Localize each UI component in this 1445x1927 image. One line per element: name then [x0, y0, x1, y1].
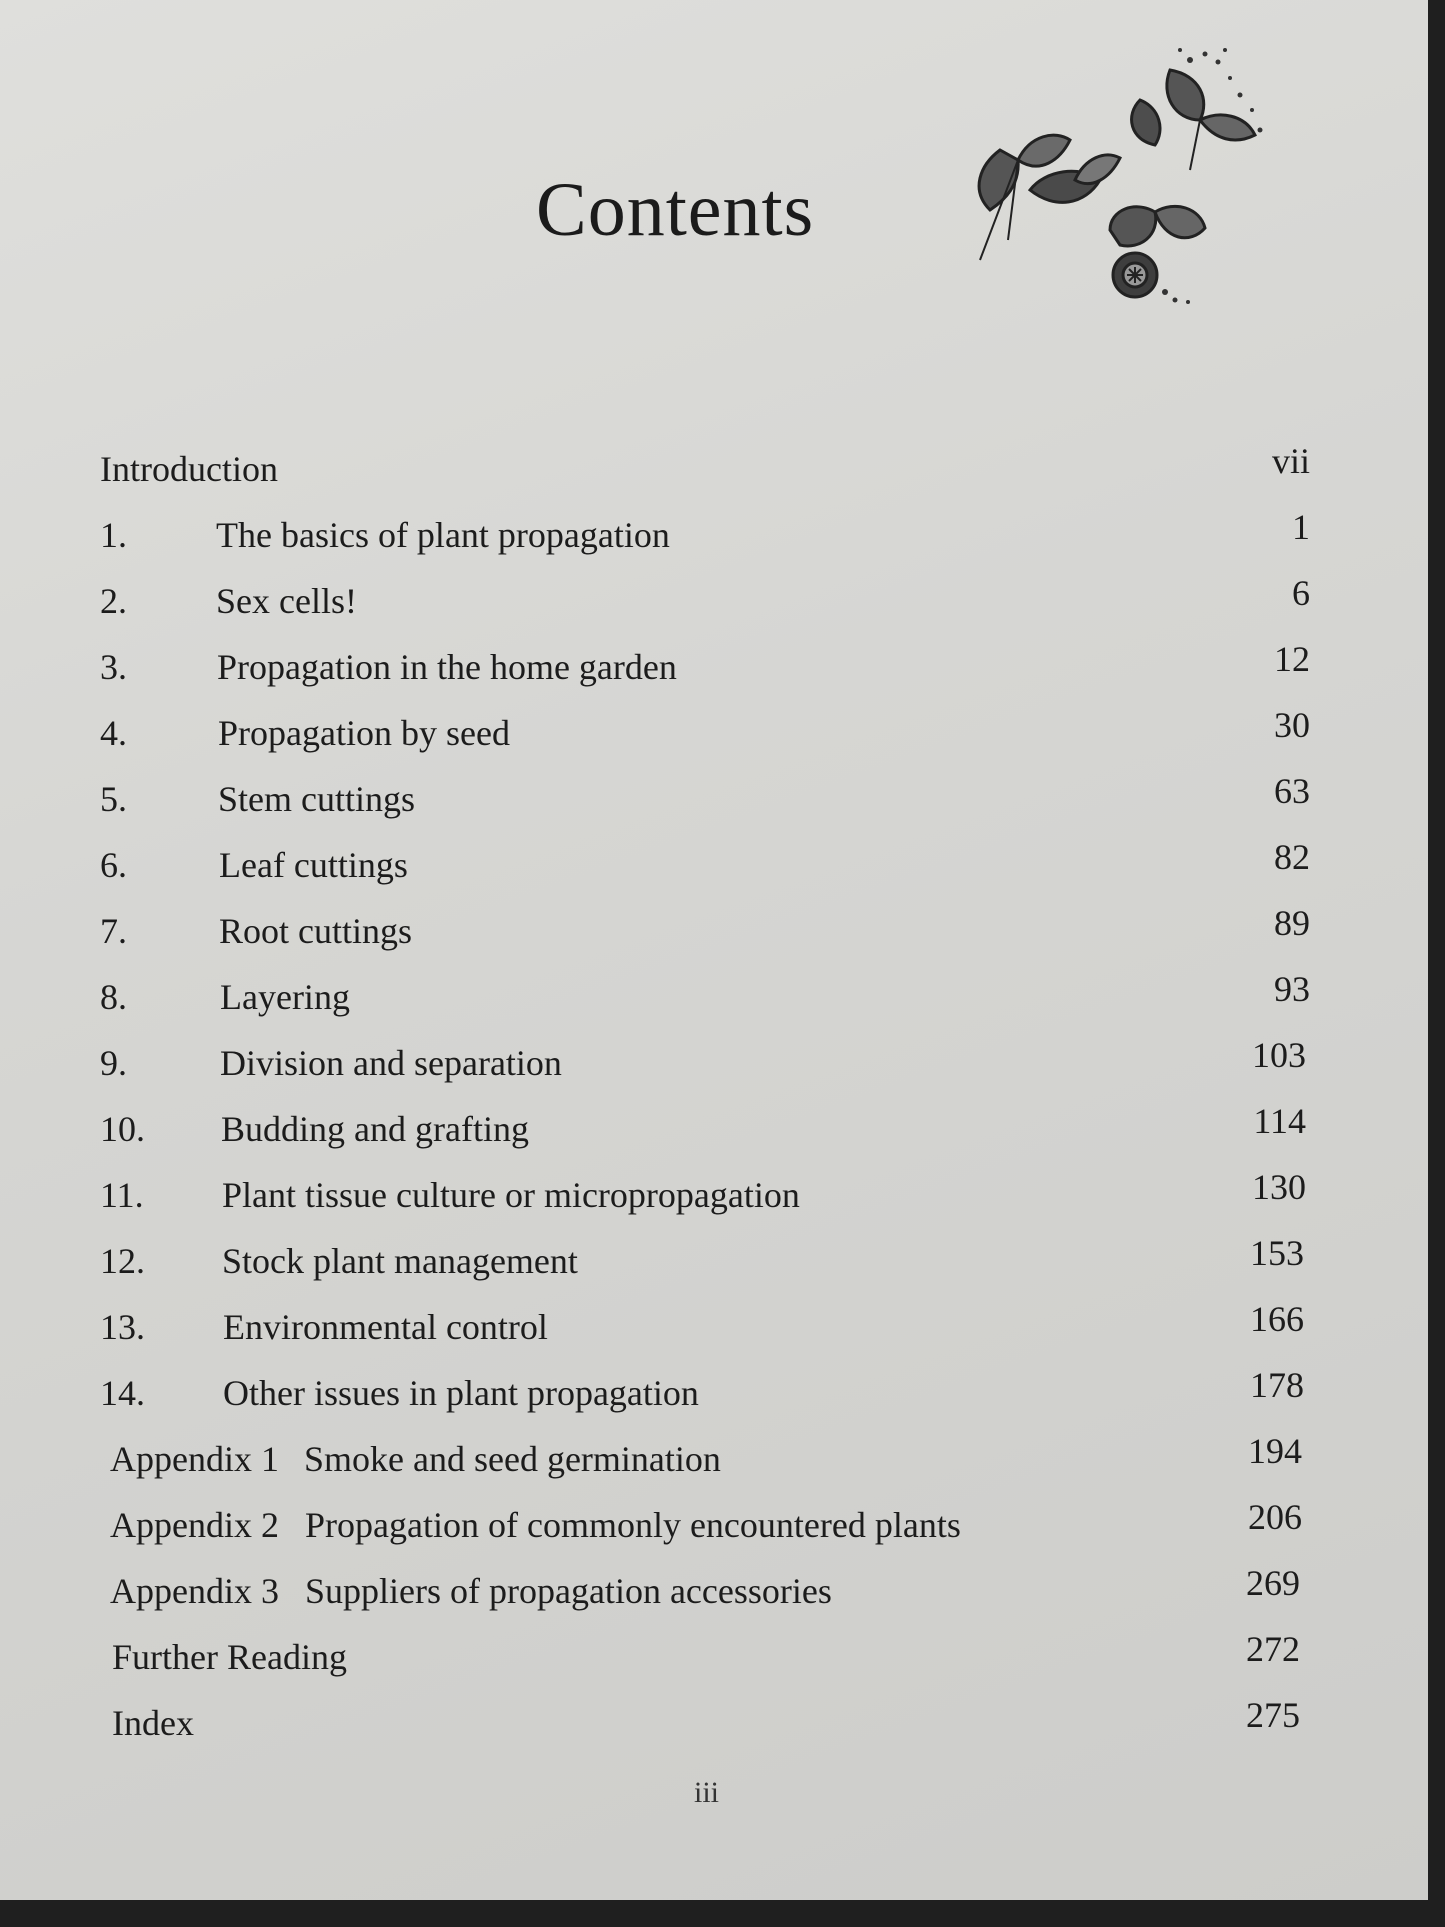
entry-title: Propagation by seed [218, 713, 510, 753]
entry-page-number: 93 [1274, 969, 1310, 1009]
entry-title: Index [112, 1703, 194, 1743]
entry-title: Further Reading [112, 1637, 347, 1677]
toc-entry-index [100, 1695, 1300, 1752]
toc-entry-introduction [100, 441, 1310, 498]
entry-page-number: 12 [1274, 639, 1310, 679]
entry-number: Appendix 3 [110, 1571, 279, 1611]
entry-title: Sex cells! [216, 581, 357, 621]
toc-entry-appendix-3 [100, 1563, 1300, 1620]
entry-title: Leaf cuttings [219, 845, 408, 885]
toc-entry-chapter-11 [100, 1167, 1306, 1224]
toc-entry-chapter-9 [100, 1035, 1306, 1092]
entry-page-number: 30 [1274, 705, 1310, 745]
toc-entry-chapter-8 [100, 969, 1310, 1026]
entry-number: 5. [100, 779, 127, 819]
entry-title: Other issues in plant propagation [223, 1373, 699, 1413]
entry-page-number: 130 [1252, 1167, 1306, 1207]
entry-number: 9. [100, 1043, 127, 1083]
entry-page-number: 6 [1292, 573, 1310, 613]
entry-page-number: 82 [1274, 837, 1310, 877]
entry-page-number: 275 [1246, 1695, 1300, 1735]
entry-page-number: 272 [1246, 1629, 1300, 1669]
entry-number: 3. [100, 647, 127, 687]
entry-number: 11. [100, 1175, 144, 1215]
toc-entry-chapter-5 [100, 771, 1310, 828]
toc-entry-chapter-13 [100, 1299, 1304, 1356]
entry-title: Root cuttings [219, 911, 413, 951]
entry-number: 4. [100, 713, 127, 753]
entry-title: Stock plant management [222, 1241, 578, 1281]
entry-page-number: 89 [1274, 903, 1310, 943]
toc-entry-chapter-1 [100, 507, 1310, 564]
entry-number: 7. [100, 911, 127, 951]
page-title: Contents [536, 168, 815, 252]
entry-title: Introduction [100, 449, 278, 489]
toc-entry-appendix-2 [100, 1497, 1302, 1554]
entry-page-number: 194 [1248, 1431, 1302, 1471]
toc-entry-chapter-2 [100, 573, 1310, 630]
entry-number: 12. [100, 1241, 145, 1281]
entry-page-number: 206 [1248, 1497, 1302, 1537]
toc-entry-chapter-12 [100, 1233, 1304, 1290]
entry-title: The basics of plant propagation [216, 515, 670, 555]
entry-number: 10. [100, 1109, 145, 1149]
entry-page-number: 166 [1250, 1299, 1304, 1339]
toc-entry-appendix-1 [100, 1431, 1302, 1488]
entry-number: 14. [100, 1373, 145, 1413]
entry-title: Plant tissue culture or micropropagation [222, 1175, 800, 1215]
entry-page-number: 63 [1274, 771, 1310, 811]
entry-number: 13. [100, 1307, 145, 1347]
entry-title: Smoke and seed germination [304, 1439, 721, 1479]
toc-entry-chapter-3 [100, 639, 1310, 696]
entry-page-number: 153 [1250, 1233, 1304, 1273]
entry-title: Stem cuttings [218, 779, 415, 819]
entry-number: Appendix 2 [110, 1505, 279, 1545]
toc-entry-further-reading [100, 1629, 1300, 1686]
entry-page-number: 269 [1246, 1563, 1300, 1603]
entry-title: Budding and grafting [221, 1109, 529, 1149]
entry-title: Division and separation [220, 1043, 562, 1083]
entry-title: Propagation in the home garden [217, 647, 677, 687]
entry-page-number: 178 [1250, 1365, 1304, 1405]
entry-title: Layering [220, 977, 350, 1017]
entry-page-number: 114 [1253, 1101, 1306, 1141]
entry-number: 2. [100, 581, 127, 621]
entry-page-number: 1 [1292, 507, 1310, 547]
entry-page-number: vii [1271, 441, 1310, 481]
toc-entry-chapter-4 [100, 705, 1310, 762]
entry-page-number: 103 [1252, 1035, 1306, 1075]
entry-number: 1. [100, 515, 127, 555]
entry-number: Appendix 1 [110, 1439, 279, 1479]
page-number: iii [694, 1776, 720, 1809]
toc-entry-chapter-6 [100, 837, 1310, 894]
entry-title: Propagation of commonly encountered plants [305, 1505, 961, 1545]
entry-title: Environmental control [223, 1307, 548, 1347]
toc-entry-chapter-14 [100, 1365, 1304, 1422]
toc-entry-chapter-7 [100, 903, 1310, 960]
entry-number: 8. [100, 977, 127, 1017]
toc-entry-chapter-10 [100, 1101, 1306, 1158]
entry-title: Suppliers of propagation accessories [305, 1571, 832, 1611]
entry-number: 6. [100, 845, 127, 885]
